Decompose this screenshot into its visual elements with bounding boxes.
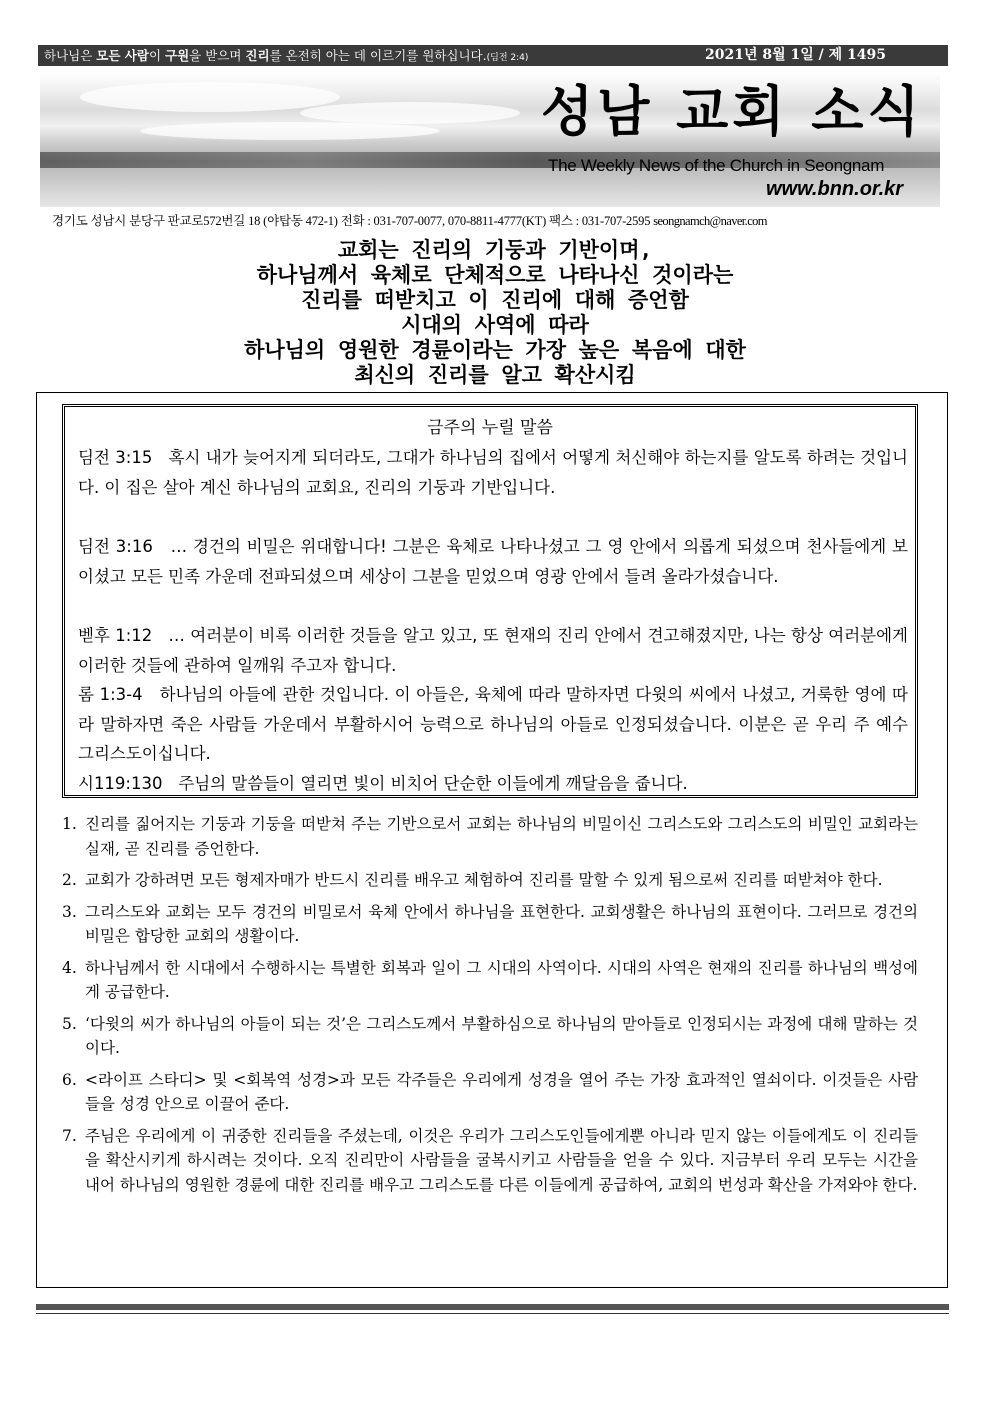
headline-line: 교회는 진리의 기둥과 기반이며, xyxy=(337,238,653,262)
newsletter-subtitle: The Weekly News of the Church in Seongnam xyxy=(548,156,885,175)
outline-point xyxy=(62,1124,918,1198)
newsletter-title: 성남 교회 소식 xyxy=(541,79,924,143)
verse-body: 주님의 말씀들이 열리면 빛이 비치어 단순한 이들에게 깨달음을 줍니다. xyxy=(178,774,688,793)
weekly-verses-title: 금주의 누릴 말씀 xyxy=(427,418,553,438)
verse-body: 혹시 내가 늦어지게 되더라도, 그대가 하나님의 집에서 어떻게 처신해야 하는지를 알도록 하려는 것입니다. 이 집은 살아 계신 하나님의 교회요, 진리의 기둥과 기반입니다. xyxy=(78,448,908,497)
verse-text: 을 받으며 xyxy=(189,48,246,63)
point-number: 3. xyxy=(62,902,77,921)
headline-line: 최신의 진리를 알고 확산시킴 xyxy=(354,363,636,387)
address-text: 경기도 성남시 분당구 판교로572번길 18 (야탑동 472-1) 전화 : 031-707-0077, 070-8811-4777(KT) 팩스 : 031-707-2595 xyxy=(52,214,651,228)
verse-ref: 시119:130 xyxy=(78,774,163,793)
outline-point xyxy=(62,868,918,893)
headline-line: 하나님께서 육체로 단체적으로 나타나신 것이라는 xyxy=(256,263,734,287)
outline-point xyxy=(62,900,918,949)
headline-line: 진리를 떠받치고 이 진리에 대해 증언함 xyxy=(301,288,689,312)
verse-entry xyxy=(78,443,908,502)
headline-line: 시대의 사역에 따라 xyxy=(401,313,589,337)
point-number: 4. xyxy=(62,958,77,977)
outline-points xyxy=(62,812,918,1204)
top-verse xyxy=(44,45,528,66)
cloud-shape xyxy=(140,122,440,140)
verse-text: 이 xyxy=(148,48,165,63)
verse-body: 하나님의 아들에 관한 것입니다. 이 아들은, 육체에 따라 말하자면 다윗의 씨에서 나셨고, 거룩한 영에 따라 말하자면 죽은 사람들 가운데서 부활하시어 능력으로 하나님의 아들로 인정되셨습니다. 이분은 곧 우리 주 예수 그리스도이십니다. xyxy=(78,685,908,763)
verse-reference: (딤전 2:4) xyxy=(486,53,529,63)
point-text: <라이프 스타디> 및 <회복역 성경>과 모든 각주들은 우리에게 성경을 열어 주는 가장 효과적인 열쇠이다. 이것들은 사람들을 성경 안으로 이끌어 준다. xyxy=(85,1070,918,1113)
cloud-shape xyxy=(300,102,520,124)
verse-entry xyxy=(78,621,908,680)
verse-ref: 벧후 1:12 xyxy=(78,626,153,645)
footer-rule-thin xyxy=(36,1313,949,1314)
point-text: 교회가 강하려면 모든 형제자매가 반드시 진리를 배우고 체험하여 진리를 말할 수 있게 됨으로써 진리를 떠받쳐야 한다. xyxy=(85,871,883,889)
issue-date: 2021년 8월 1일 / 제 1495 xyxy=(705,47,886,63)
cloud-shape xyxy=(80,82,340,112)
point-number: 7. xyxy=(62,1126,77,1145)
point-text: 주님은 우리에게 이 귀중한 진리들을 주셨는데, 이것은 우리가 그리스도인들에게뿐 아니라 믿지 않는 이들에게도 이 진리들을 확산시키게 하시려는 것이다. 오직 진리만이 사람들을 굴복시키고 사람들을 얻을 수 있다. 지금부터 우리 모두는 시간을 내어 하나님의 영원한 경륜에 대한 진리를 배우고 그리스도를 다른 이들에게 공급하여, 교회의 번성과 확산을 가져와야 한다. xyxy=(85,1126,918,1194)
point-number: 5. xyxy=(62,1014,77,1033)
verse-body: … 여러분이 비록 이러한 것들을 알고 있고, 또 현재의 진리 안에서 견고해졌지만, 나는 항상 여러분에게 이러한 것들에 관하여 일깨워 주고자 합니다. xyxy=(78,626,908,675)
verse-emphasis: 구원 xyxy=(165,48,190,63)
headline-line: 하나님의 영원한 경륜이라는 가장 높은 복음에 대한 xyxy=(244,338,746,362)
point-text: 하나님께서 한 시대에서 수행하시는 특별한 회복과 일이 그 시대의 사역이다. 시대의 사역은 현재의 진리를 하나님의 백성에게 공급한다. xyxy=(85,958,918,1001)
verse-text: 를 온전히 아는 데 이르기를 원하십니다. xyxy=(269,48,487,63)
verse-emphasis: 모든 사람 xyxy=(96,48,149,63)
website-link[interactable]: www.bnn.or.kr xyxy=(766,178,904,200)
point-text: 그리스도와 교회는 모두 경건의 비밀로서 육체 안에서 하나님을 표현한다. 교회생활은 하나님의 표현이다. 그러므로 경건의 비밀은 합당한 교회의 생활이다. xyxy=(85,902,918,945)
verse-entry xyxy=(78,680,908,769)
footer-rule-thick xyxy=(36,1304,949,1310)
verse-text: 하나님은 xyxy=(44,48,97,63)
verse-ref: 롬 1:3-4 xyxy=(78,685,143,704)
verse-entry xyxy=(78,769,908,799)
outline-point xyxy=(62,956,918,1005)
verse-body: … 경건의 비밀은 위대합니다! 그분은 육체로 나타나셨고 그 영 안에서 의롭게 되셨으며 천사들에게 보이셨고 모든 민족 가운데 전파되셨으며 세상이 그분을 믿었으며 영광 안에서 들려 올라가셨습니다. xyxy=(78,537,908,586)
outline-point xyxy=(62,812,918,861)
headline xyxy=(40,238,950,388)
outline-point xyxy=(62,1012,918,1061)
point-number: 2. xyxy=(62,871,77,889)
contact-info xyxy=(52,211,767,229)
point-text: ‘다윗의 씨가 하나님의 아들이 되는 것’은 그리스도께서 부활하심으로 하나님의 맏아들로 인정되시는 과정에 대해 말하는 것이다. xyxy=(85,1014,918,1057)
point-number: 1. xyxy=(62,815,77,833)
verse-entry xyxy=(78,532,908,591)
verse-ref: 딤전 3:16 xyxy=(78,537,153,556)
verse-emphasis: 진리 xyxy=(245,48,270,63)
outline-point xyxy=(62,1068,918,1117)
verse-ref: 딤전 3:15 xyxy=(78,448,153,467)
point-text: 진리를 짊어지는 기둥과 기둥을 떠받쳐 주는 기반으로서 교회는 하나님의 비밀이신 그리스도와 그리스도의 비밀인 교회라는 실재, 곧 진리를 증언한다. xyxy=(85,815,918,858)
point-number: 6. xyxy=(62,1070,77,1089)
email-address: seongnamch@naver.com xyxy=(653,214,767,228)
top-verse-bar xyxy=(38,45,948,66)
